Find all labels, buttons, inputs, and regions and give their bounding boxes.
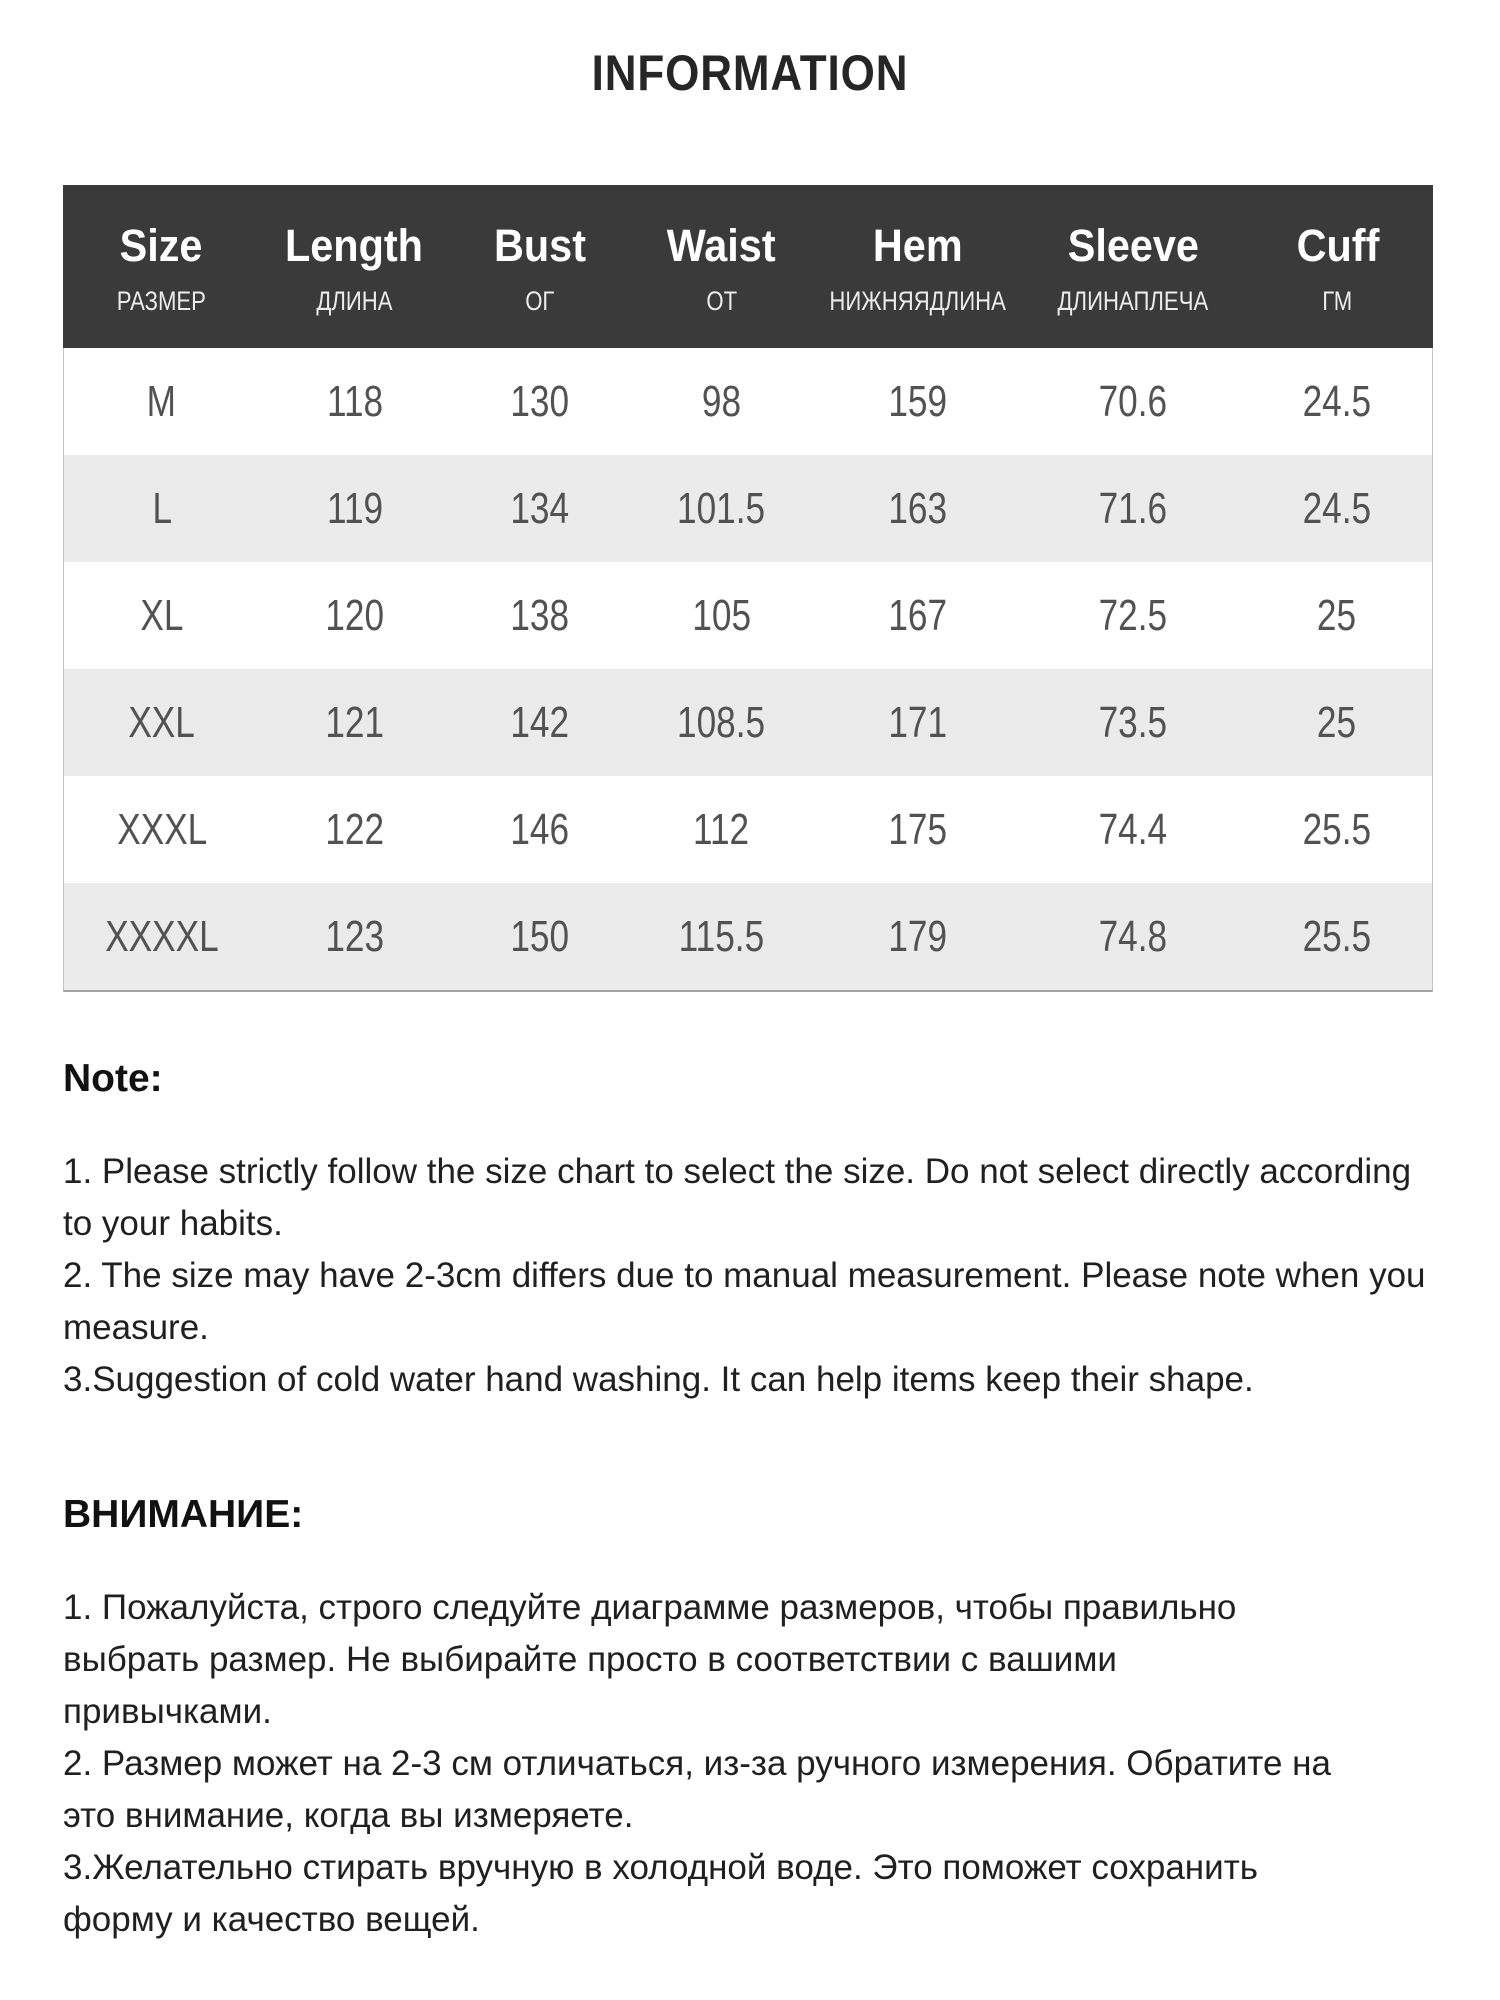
measurement-cell xyxy=(1242,562,1432,669)
column-header-en: Length xyxy=(285,219,424,271)
cell-value: 146 xyxy=(510,804,570,854)
cell-value: 118 xyxy=(326,376,383,426)
column-header-ru: ГМ xyxy=(1322,285,1353,316)
measurement-cell xyxy=(450,348,631,455)
column-header-sleeve xyxy=(1023,185,1242,348)
column-header-hem xyxy=(812,185,1023,348)
column-header-ru: ОГ xyxy=(525,285,555,316)
note-section xyxy=(63,1056,1443,1406)
table-header-row xyxy=(63,185,1433,348)
cell-value: 150 xyxy=(510,911,570,961)
measurement-cell xyxy=(630,883,812,990)
cell-value: 25 xyxy=(1317,590,1357,640)
cell-value: XXL xyxy=(128,697,196,747)
column-header-waist xyxy=(630,185,812,348)
table-row xyxy=(64,562,1432,669)
column-header-ru: НИЖНЯЯДЛИНА xyxy=(829,285,1007,316)
cell-value: 120 xyxy=(325,590,385,640)
note-item: 1. Please strictly follow the size chart to select the size. Do not select directly according to your habits. xyxy=(63,1152,1412,1243)
measurement-cell xyxy=(1023,669,1242,776)
column-header-en: Size xyxy=(119,219,203,271)
attention-item: 3.Желательно стирать вручную в холодной воде. Это поможет сохранить форму и качество вещей. xyxy=(63,1848,1258,1939)
table-row xyxy=(64,348,1432,455)
cell-value: 25 xyxy=(1317,697,1357,747)
column-header-cuff xyxy=(1243,185,1433,348)
column-header-en: Waist xyxy=(666,219,776,271)
table-row xyxy=(64,883,1432,990)
cell-value: 71.6 xyxy=(1098,483,1167,533)
measurement-cell xyxy=(630,669,812,776)
attention-item: 1. Пожалуйста, строго следуйте диаграмме размеров, чтобы правильно выбрать размер. Не выбирайте просто в соответствии с вашими привычками. xyxy=(63,1588,1237,1731)
cell-value: XL xyxy=(140,590,184,640)
cell-value: 24.5 xyxy=(1302,376,1372,426)
cell-value: 73.5 xyxy=(1098,697,1167,747)
cell-value: 119 xyxy=(326,483,383,533)
cell-value: 159 xyxy=(888,376,947,426)
measurement-cell xyxy=(260,348,450,455)
table-row xyxy=(64,776,1432,883)
measurement-cell xyxy=(1242,455,1432,562)
cell-value: 138 xyxy=(510,590,570,640)
size-label-cell xyxy=(64,669,260,776)
measurement-cell xyxy=(1023,348,1242,455)
measurement-cell xyxy=(260,455,450,562)
page-title-text: INFORMATION xyxy=(591,45,909,101)
measurement-cell xyxy=(450,669,631,776)
cell-value: 134 xyxy=(510,483,570,533)
cell-value: 171 xyxy=(888,697,947,747)
cell-value: XXXL xyxy=(116,804,207,854)
size-label-cell xyxy=(64,883,260,990)
cell-value: L xyxy=(152,483,172,533)
measurement-cell xyxy=(1023,776,1242,883)
measurement-cell xyxy=(260,562,450,669)
cell-value: 142 xyxy=(510,697,570,747)
column-header-ru: ДЛИНАПЛЕЧА xyxy=(1057,285,1209,316)
column-header-en: Sleeve xyxy=(1067,219,1199,271)
cell-value: 98 xyxy=(701,376,741,426)
cell-value: 167 xyxy=(888,590,947,640)
size-label-cell xyxy=(64,455,260,562)
cell-value: 25.5 xyxy=(1302,911,1372,961)
table-row xyxy=(64,669,1432,776)
measurement-cell xyxy=(630,562,812,669)
table-row xyxy=(64,455,1432,562)
cell-value: 108.5 xyxy=(677,697,766,747)
measurement-cell xyxy=(1242,883,1432,990)
size-label-cell xyxy=(64,348,260,455)
measurement-cell xyxy=(260,669,450,776)
column-header-ru: РАЗМЕР xyxy=(116,285,206,316)
note-text xyxy=(63,1146,1443,1406)
measurement-cell xyxy=(1023,883,1242,990)
size-table-body xyxy=(63,348,1433,992)
measurement-cell xyxy=(812,455,1023,562)
column-header-ru: ОТ xyxy=(705,285,737,316)
cell-value: 74.8 xyxy=(1098,911,1167,961)
column-header-length xyxy=(259,185,449,348)
measurement-cell xyxy=(812,669,1023,776)
measurement-cell xyxy=(450,562,631,669)
cell-value: 74.4 xyxy=(1098,804,1167,854)
cell-value: 72.5 xyxy=(1098,590,1167,640)
column-header-en: Bust xyxy=(493,219,586,271)
attention-heading: ВНИМАНИЕ: xyxy=(63,1493,304,1536)
measurement-cell xyxy=(450,455,631,562)
note-item: 3.Suggestion of cold water hand washing. It can help items keep their shape. xyxy=(63,1360,1254,1399)
cell-value: 163 xyxy=(888,483,947,533)
attention-section xyxy=(63,1492,1333,1946)
measurement-cell xyxy=(630,776,812,883)
cell-value: 122 xyxy=(325,804,385,854)
size-label-cell xyxy=(64,776,260,883)
column-header-en: Cuff xyxy=(1296,219,1380,271)
page-title xyxy=(0,0,1500,102)
cell-value: 105 xyxy=(691,590,751,640)
cell-value: 112 xyxy=(693,804,750,854)
measurement-cell xyxy=(812,776,1023,883)
column-header-bust xyxy=(449,185,630,348)
size-label-cell xyxy=(64,562,260,669)
measurement-cell xyxy=(1023,455,1242,562)
column-header-size xyxy=(63,185,259,348)
note-item: 2. The size may have 2-3cm differs due to manual measurement. Please note when you measure. xyxy=(63,1256,1426,1347)
measurement-cell xyxy=(630,348,812,455)
cell-value: 24.5 xyxy=(1302,483,1372,533)
cell-value: 121 xyxy=(325,697,385,747)
measurement-cell xyxy=(1023,562,1242,669)
size-chart-table xyxy=(63,185,1433,992)
cell-value: XXXXL xyxy=(105,911,219,961)
cell-value: 130 xyxy=(510,376,570,426)
measurement-cell xyxy=(260,776,450,883)
cell-value: 175 xyxy=(888,804,947,854)
cell-value: 123 xyxy=(325,911,385,961)
measurement-cell xyxy=(450,776,631,883)
attention-text xyxy=(63,1582,1333,1946)
measurement-cell xyxy=(450,883,631,990)
column-header-ru: ДЛИНА xyxy=(316,285,393,316)
cell-value: 115.5 xyxy=(678,911,765,961)
measurement-cell xyxy=(630,455,812,562)
cell-value: 179 xyxy=(888,911,947,961)
attention-item: 2. Размер может на 2-3 см отличаться, из-за ручного измерения. Обратите на это внимание, когда вы измеряете. xyxy=(63,1744,1331,1835)
cell-value: M xyxy=(147,376,177,426)
measurement-cell xyxy=(812,883,1023,990)
measurement-cell xyxy=(1242,669,1432,776)
column-header-en: Hem xyxy=(872,219,963,271)
note-heading: Note: xyxy=(63,1057,163,1100)
measurement-cell xyxy=(812,562,1023,669)
measurement-cell xyxy=(812,348,1023,455)
cell-value: 25.5 xyxy=(1302,804,1372,854)
measurement-cell xyxy=(1242,348,1432,455)
measurement-cell xyxy=(1242,776,1432,883)
cell-value: 101.5 xyxy=(677,483,766,533)
measurement-cell xyxy=(260,883,450,990)
cell-value: 70.6 xyxy=(1098,376,1167,426)
